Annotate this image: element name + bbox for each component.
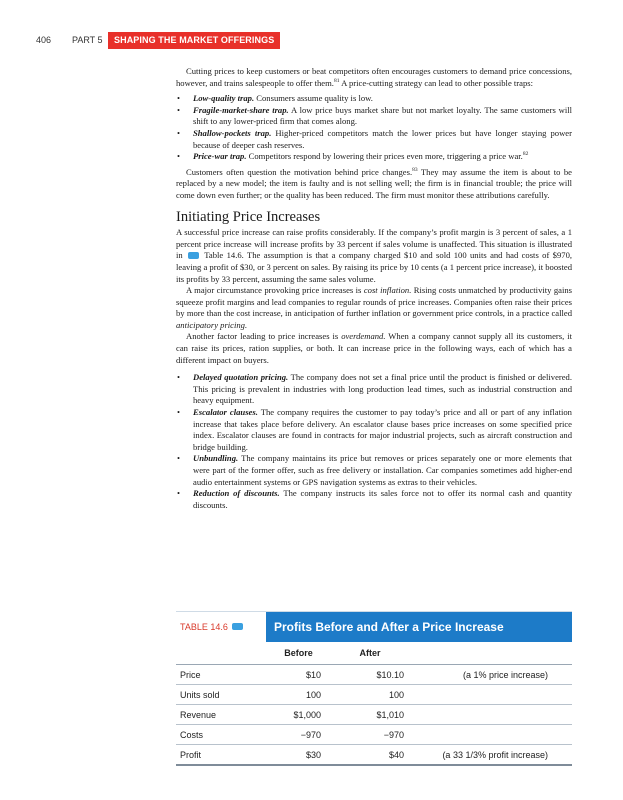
traps-list <box>176 93 572 163</box>
table-reference: Table 14.6 <box>204 250 242 261</box>
motivation-paragraph: Customers often question the motivation behind price changes.$^{83}$ They may assume the item is about to be replaced by a new model; the item is faulty and is not selling well; the firm is in financial trouble; the price will come down even further; or the quality has been reduced. The firm must monitor these attributions carefully. <box>176 166 572 200</box>
list-item: • Price-war trap. Competitors respond by lowering their prices even more, triggering a price war.$^{82}$ <box>176 151 572 163</box>
list-item: • Unbundling. The company maintains its price but removes or prices separately one or more elements that were part of the former offer, such as free delivery or installation. Car companies sometimes add higher-end audio entertainment systems or GPS navigation systems as extras to their vehicles. <box>176 453 572 488</box>
table-title: Profits Before and After a Price Increase <box>266 612 572 642</box>
table-link-icon[interactable] <box>188 252 199 259</box>
section-paragraph-2: A major circumstance provoking price increases is cost inflation. Rising costs unmatched by productivity gains squeeze profit margins and lead companies to regular rounds of price increases. Companies often raise their prices by more than the cost increase, in anticipation of further inflation or government price controls, in a practice called anticipatory pricing. <box>176 285 573 330</box>
table-title-bar <box>176 611 572 642</box>
running-header <box>0 32 623 50</box>
part-label: PART 5 <box>72 35 103 45</box>
column-header-after: After <box>359 648 381 658</box>
table-link-icon[interactable] <box>232 623 243 630</box>
table-grid <box>176 642 572 766</box>
list-item: • Low-quality trap. Consumers assume quality is low. <box>176 93 572 105</box>
list-item: • Shallow-pockets trap. Higher-priced competitors match the lower prices but have longer staying power because of deeper cash reserves. <box>176 128 572 151</box>
section-paragraph-1: A successful price increase can raise profits considerably. If the company’s profit margin is 3 percent of sales, a 1 percent price increase will increase profits by 33 percent if sales volume is unaffected. This situation is illustrated in Table 14.6. The assumption is that a company charged $10 and sold 100 units and had costs of $970, leaving a profit of $30, or 3 percent on sales. By raising its price by 10 cents (a 1 percent price increase), it boosted its profits by 33 percent, assuming the same sales volume. <box>176 227 573 284</box>
list-item: • Fragile-market-share trap. A low price buys market share but not market loyalty. The same customers will shift to any lower-priced firm that comes along. <box>176 105 572 128</box>
body-text <box>176 66 572 515</box>
footnote-ref: 82 <box>522 151 529 158</box>
table-row: Price $10 $10.10 (a 1% price increase) <box>176 665 572 685</box>
table-14-6 <box>176 611 572 766</box>
column-header-before: Before <box>284 648 313 658</box>
footnote-ref: 83 <box>412 166 418 173</box>
table-header-row <box>176 642 572 665</box>
section-heading: Initiating Price Increases <box>176 208 321 225</box>
table-row: Units sold 100 100 <box>176 685 572 705</box>
section-paragraph-3: Another factor leading to price increases is overdemand. When a company cannot supply all its customers, it can raise its prices, ration supplies, or both. It can increase price in the following ways, each of which has a different impact on buyers. <box>176 331 572 365</box>
page-number: 406 <box>36 35 52 45</box>
table-label: TABLE 14.6 <box>176 612 266 642</box>
table-row: Revenue $1,000 $1,010 <box>176 705 572 725</box>
list-item: • Delayed quotation pricing. The company does not set a final price until the product is finished or delivered. This pricing is prevalent in industries with long production lead times, such as industrial construction and heavy equipment. <box>176 372 572 407</box>
footnote-ref: 81 <box>333 77 340 84</box>
intro-paragraph: Cutting prices to keep customers or beat competitors often encourages customers to demand price concessions, however, and trains salespeople to offer them.$^{81}$ A price-cutting strategy can lead to other possible traps: <box>176 66 572 88</box>
price-increase-methods-list <box>176 372 572 511</box>
part-title: SHAPING THE MARKET OFFERINGS <box>108 32 280 49</box>
list-item: • Escalator clauses. The company requires the customer to pay today’s price and all or part of any inflation increase that takes place before delivery. An escalator clause bases price increases on some specified price index. Escalator clauses are found in contracts for major industrial projects, such as aircraft construction and bridge building. <box>176 407 572 453</box>
table-row: Costs −970 −970 <box>176 725 572 745</box>
list-item: • Reduction of discounts. The company instructs its sales force not to offer its normal cash and quantity discounts. <box>176 488 572 511</box>
table-row: Profit $30 $40 (a 33 1/3% profit increase) <box>176 745 572 766</box>
